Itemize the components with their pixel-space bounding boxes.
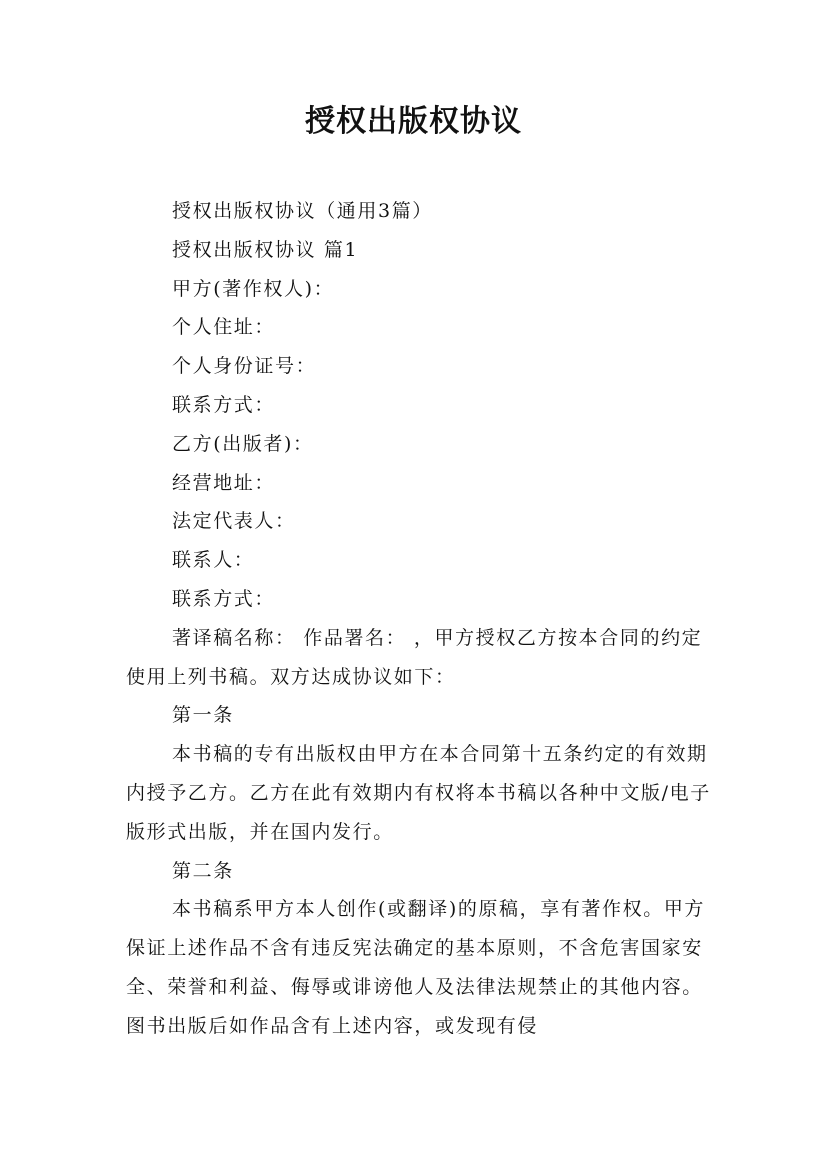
article-body-1: 本书稿的专有出版权由甲方在本合同第十五条约定的有效期内授予乙方。乙方在此有效期内有权将本书稿以各种中文版/电子版形式出版，并在国内发行。	[126, 743, 711, 843]
document-body	[126, 192, 716, 1046]
paragraph-work-info: 著译稿名称： 作品署名： ，甲方授权乙方按本合同的约定使用上列书稿。双方达成协议如下：	[126, 626, 703, 688]
article-heading-1: 第一条	[172, 704, 234, 727]
field-contact-person: 联系人：	[172, 549, 255, 572]
field-contact-method-a: 联系方式：	[172, 393, 276, 416]
article-body-2: 本书稿系甲方本人创作(或翻译)的原稿，享有著作权。甲方保证上述作品不含有违反宪法确定的基本原则，不含危害国家安全、荣誉和利益、侮辱或诽谤他人及法律法规禁止的其他内容。图书出版后如作品含有上述内容，或发现有侵	[126, 898, 706, 1037]
field-business-address: 经营地址：	[172, 471, 276, 494]
field-party-b: 乙方(出版者)：	[172, 432, 314, 455]
paragraph-section-heading: 授权出版权协议 篇1	[172, 238, 359, 261]
field-contact-method-b: 联系方式：	[172, 587, 276, 610]
field-id-number: 个人身份证号：	[172, 355, 317, 378]
article-heading-2: 第二条	[172, 859, 234, 882]
field-legal-representative: 法定代表人：	[172, 510, 296, 533]
document-title: 授权出版权协议	[305, 104, 522, 139]
paragraph-subtitle: 授权出版权协议（通用3篇）	[172, 200, 433, 222]
field-personal-address: 个人住址：	[172, 316, 276, 339]
field-party-a: 甲方(著作权人)：	[172, 277, 335, 300]
